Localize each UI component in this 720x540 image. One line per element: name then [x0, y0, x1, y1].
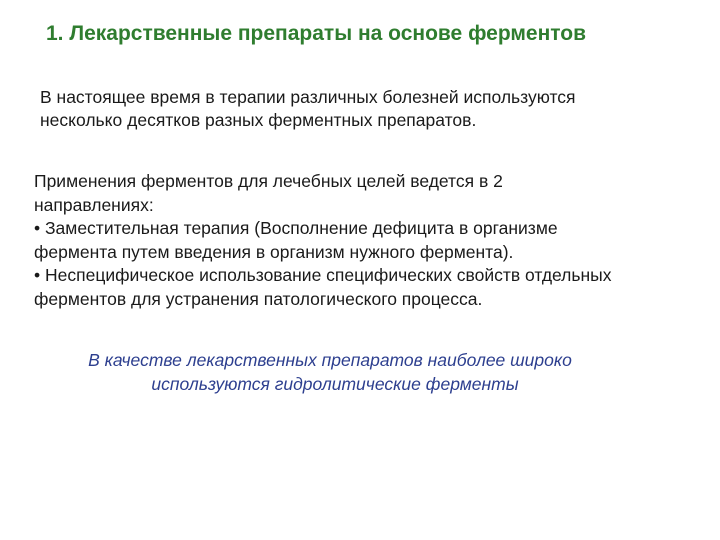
applications-line: Применения ферментов для лечебных целей ведется в 2 — [34, 171, 503, 191]
slide-title: 1. Лекарственные препараты на основе ферментов — [46, 22, 587, 45]
applications-line: направлениях: — [34, 194, 154, 215]
applications-paragraph — [34, 170, 704, 311]
conclusion-line: В качестве лекарственных препаратов наиболее широко — [88, 350, 572, 370]
conclusion-note — [0, 348, 720, 396]
bullet-replacement-therapy: • Заместительная терапия (Восполнение дефицита в организме — [34, 218, 558, 238]
intro-line: несколько десятков разных ферментных препаратов. — [40, 110, 477, 130]
applications-line: ферментов для устранения патологического процесса. — [34, 288, 483, 309]
intro-line: В настоящее время в терапии различных болезней используются — [40, 87, 576, 107]
conclusion-line: используются гидролитические ферменты — [151, 374, 519, 394]
bullet-nonspecific-use: • Неспецифическое использование специфических свойств отдельных — [34, 265, 612, 285]
applications-line: фермента путем введения в организм нужного фермента). — [34, 241, 514, 262]
intro-paragraph — [40, 86, 680, 132]
